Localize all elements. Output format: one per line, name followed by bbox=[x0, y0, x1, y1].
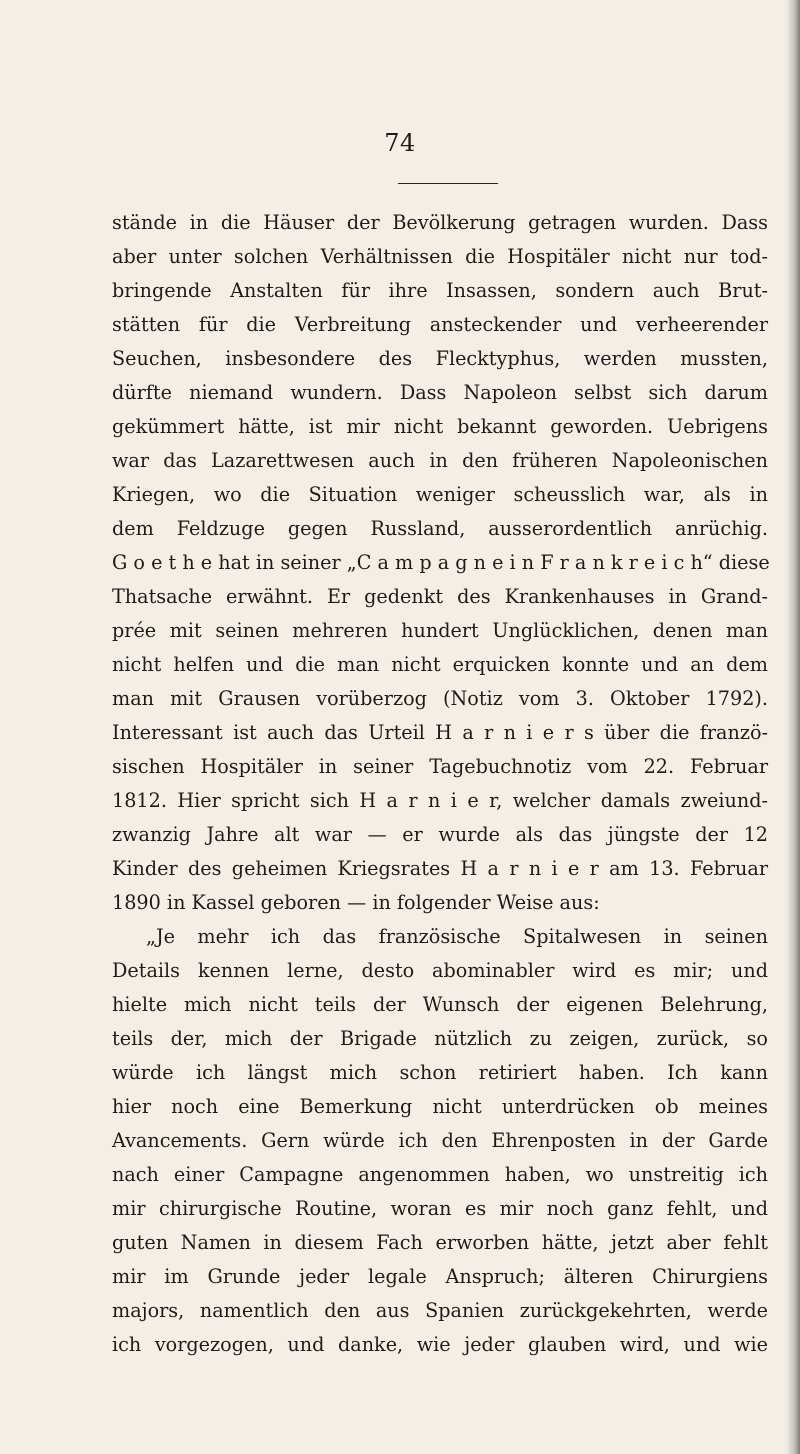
text-line: Kinder des geheimen Kriegsrates H a r n i e r am 13. Februar bbox=[112, 857, 768, 880]
text-line: ich vorgezogen, und danke, wie jeder glauben wird, und wie bbox=[112, 1333, 768, 1356]
body-text bbox=[112, 206, 768, 1362]
text-line: nicht helfen und die man nicht erquicken konnte und an dem bbox=[112, 653, 768, 676]
text-line: nach einer Campagne angenommen haben, wo unstreitig ich bbox=[112, 1163, 768, 1186]
text-line: mir chirurgische Routine, woran es mir noch ganz fehlt, und bbox=[112, 1197, 768, 1220]
text-line: bringende Anstalten für ihre Insassen, sondern auch Brut- bbox=[112, 279, 768, 302]
text-line: würde ich längst mich schon retiriert haben. Ich kann bbox=[112, 1061, 768, 1084]
page-number: 74 bbox=[384, 129, 416, 157]
text-line: majors, namentlich den aus Spanien zurückgekehrten, werde bbox=[112, 1299, 768, 1322]
text-line: mir im Grunde jeder legale Anspruch; älteren Chirurgiens bbox=[112, 1265, 768, 1288]
text-line: 1890 in Kassel geboren — in folgender Weise aus: bbox=[112, 891, 600, 914]
text-line: Avancements. Gern würde ich den Ehrenposten in der Garde bbox=[112, 1129, 768, 1152]
text-line: G o e t h e hat in seiner „C a m p a g n e i n F r a n k r e i c h“ diese bbox=[112, 551, 770, 574]
text-line: hier noch eine Bemerkung nicht unterdrücken ob meines bbox=[112, 1095, 768, 1118]
text-line: dürfte niemand wundern. Dass Napoleon selbst sich darum bbox=[112, 381, 768, 404]
text-line: Details kennen lerne, desto abominabler wird es mir; und bbox=[112, 959, 768, 982]
text-line: stätten für die Verbreitung ansteckender und verheerender bbox=[112, 313, 768, 336]
text-line: hielte mich nicht teils der Wunsch der eigenen Belehrung, bbox=[112, 993, 768, 1016]
text-line: dem Feldzuge gegen Russland, ausserordentlich anrüchig. bbox=[112, 517, 768, 540]
text-line: man mit Grausen vorüberzog (Notiz vom 3. Oktober 1792). bbox=[112, 687, 768, 710]
text-line: war das Lazarettwesen auch in den früheren Napoleonischen bbox=[112, 449, 768, 472]
text-line: prée mit seinen mehreren hundert Unglücklichen, denen man bbox=[112, 619, 768, 642]
text-line: 1812. Hier spricht sich H a r n i e r, welcher damals zweiund- bbox=[112, 789, 768, 812]
text-line: teils der, mich der Brigade nützlich zu zeigen, zurück, so bbox=[112, 1027, 768, 1050]
text-line: zwanzig Jahre alt war — er wurde als das jüngste der 12 bbox=[112, 823, 768, 846]
text-line: Seuchen, insbesondere des Flecktyphus, werden mussten, bbox=[112, 347, 768, 370]
text-line: Thatsache erwähnt. Er gedenkt des Krankenhauses in Grand- bbox=[112, 585, 768, 608]
text-line: sischen Hospitäler in seiner Tagebuchnotiz vom 22. Februar bbox=[112, 755, 768, 778]
text-line: „Je mehr ich das französische Spitalwesen in seinen bbox=[146, 925, 768, 948]
text-line: aber unter solchen Verhältnissen die Hospitäler nicht nur tod- bbox=[112, 245, 768, 268]
text-line: stände in die Häuser der Bevölkerung getragen wurden. Dass bbox=[112, 211, 768, 234]
text-line: Kriegen, wo die Situation weniger scheusslich war, als in bbox=[112, 483, 768, 506]
page-number-rule bbox=[398, 183, 498, 184]
text-line: Interessant ist auch das Urteil H a r n i e r s über die franzö- bbox=[112, 721, 768, 744]
text-line: guten Namen in diesem Fach erworben hätte, jetzt aber fehlt bbox=[112, 1231, 768, 1254]
page-edge-shadow bbox=[786, 0, 800, 1454]
text-line: gekümmert hätte, ist mir nicht bekannt geworden. Uebrigens bbox=[112, 415, 768, 438]
